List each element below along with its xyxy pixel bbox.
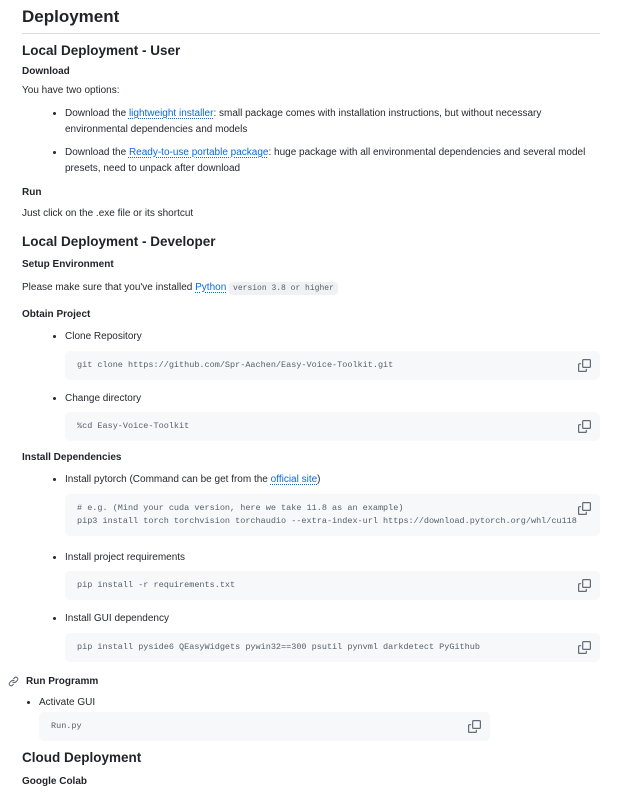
page-title: Deployment — [22, 6, 600, 34]
subheading-install-dependencies: Install Dependencies — [22, 452, 122, 463]
copy-button[interactable] — [576, 499, 594, 517]
download-options-list — [22, 106, 600, 176]
python-version-code: version 3.8 or higher — [229, 282, 338, 295]
copy-button[interactable] — [576, 576, 594, 594]
code-block-container — [65, 571, 600, 600]
code-block-container — [39, 712, 600, 741]
code-block-container — [65, 412, 600, 441]
option-rest: : small package comes with installation instructions, but without necessary environmental dependencies and models — [65, 108, 542, 135]
copy-icon — [578, 359, 592, 372]
subheading-google-colab: Google Colab — [22, 776, 87, 787]
install-dependencies-list — [22, 472, 600, 662]
code-block-container — [65, 633, 600, 662]
setup-instruction-text — [22, 281, 600, 296]
subheading-run-programm — [22, 675, 600, 688]
copy-icon — [578, 420, 592, 433]
code-block-container — [65, 494, 600, 536]
option-rest: : huge package with all environmental dependencies and several model presets, need to unpack after download — [65, 147, 586, 174]
code-block-requirements — [65, 571, 600, 600]
section-heading-cloud: Cloud Deployment — [22, 750, 142, 765]
section-heading-local-user: Local Deployment - User — [22, 43, 181, 58]
pytorch-prefix: Install pytorch (Command can be get from the — [65, 474, 271, 485]
section-heading-local-developer: Local Deployment - Developer — [22, 234, 216, 249]
code-text: pip install -r requirements.txt — [77, 580, 236, 590]
code-text — [77, 502, 588, 528]
copy-button[interactable] — [576, 356, 594, 374]
subheading-run: Run — [22, 187, 42, 198]
copy-icon — [578, 579, 592, 592]
lightweight-installer-link[interactable]: lightweight installer — [128, 108, 214, 119]
python-link[interactable]: Python — [195, 282, 227, 293]
subheading-setup-environment: Setup Environment — [22, 259, 114, 270]
list-item-install-gui: • Install GUI dependency — [65, 611, 600, 626]
code-text: git clone https://github.com/Spr-Aachen/Easy-Voice-Toolkit.git — [77, 360, 394, 370]
pytorch-suffix: ) — [317, 474, 321, 485]
copy-button[interactable] — [576, 417, 594, 435]
copy-icon — [578, 641, 592, 654]
code-text: %cd Easy-Voice-Toolkit — [77, 421, 190, 431]
code-block-pytorch — [65, 494, 600, 536]
subheading-download: Download — [22, 66, 70, 77]
list-item-portable — [65, 145, 600, 176]
copy-button[interactable] — [576, 638, 594, 656]
official-site-link[interactable]: official site — [270, 474, 318, 485]
list-item-activate-gui: • Activate GUI — [39, 695, 600, 710]
code-block-run-py — [39, 712, 490, 741]
copy-icon — [468, 720, 482, 733]
list-item-clone-repository: • Clone Repository — [65, 329, 600, 344]
list-item-install-pytorch — [65, 472, 600, 487]
code-block-cd — [65, 412, 600, 441]
run-instruction-text: Just click on the .exe file or its shortcut — [22, 208, 194, 219]
code-command-line: pip3 install torch torchvision torchaudio --extra-index-url https://download.pytorch.org/whl/cu118 — [77, 516, 577, 526]
list-item-lightweight — [65, 106, 600, 137]
run-programm-heading-text: Run Programm — [26, 676, 99, 687]
code-block-git-clone — [65, 351, 600, 380]
code-text: pip install pyside6 QEasyWidgets pywin32==300 psutil pynvml darkdetect PyGithub — [77, 642, 480, 652]
intro-text: You have two options: — [22, 85, 120, 96]
copy-button[interactable] — [466, 717, 484, 735]
list-item-install-requirements: • Install project requirements — [65, 550, 600, 565]
subheading-obtain-project: Obtain Project — [22, 309, 91, 320]
run-programm-list — [22, 695, 600, 741]
setup-prefix: Please make sure that you've installed — [22, 282, 196, 293]
option-prefix: Download the — [65, 147, 129, 158]
obtain-project-list — [22, 329, 600, 441]
link-icon[interactable] — [8, 676, 19, 687]
option-prefix: Download the — [65, 108, 129, 119]
code-text: Run.py — [51, 721, 82, 731]
portable-package-link[interactable]: Ready-to-use portable package — [128, 147, 269, 158]
list-item-change-directory: • Change directory — [65, 391, 600, 406]
copy-icon — [578, 502, 592, 515]
code-comment-line: # e.g. (Mind your cuda version, here we take 11.8 as an example) — [77, 503, 404, 513]
code-block-gui — [65, 633, 600, 662]
code-block-container — [65, 351, 600, 380]
